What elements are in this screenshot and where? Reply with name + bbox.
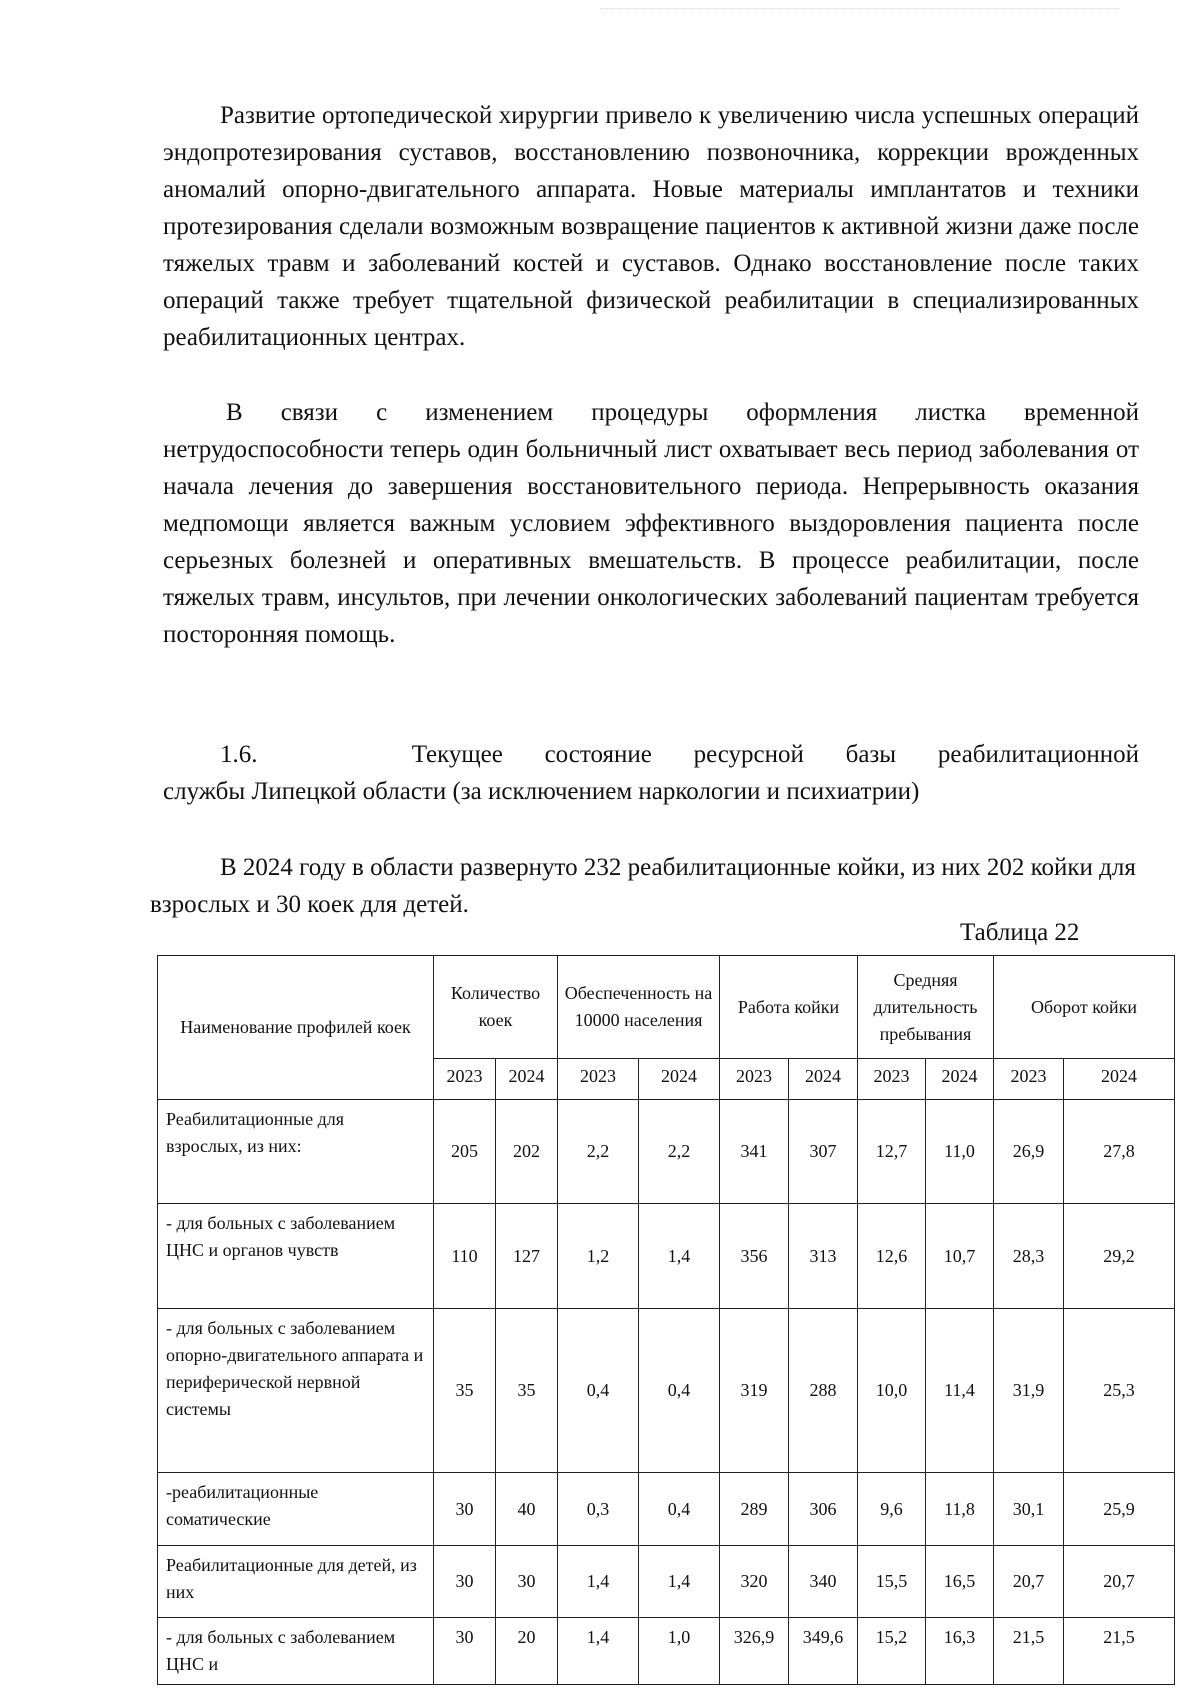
section-heading-line2: службы Липецкой области (за исключением наркологии и психиатрии) <box>163 778 920 805</box>
year-header: 2023 <box>558 1059 639 1100</box>
header-avg-stay: Средняя длительность пребывания <box>858 956 994 1059</box>
row-value-cell: 21,5 <box>1064 1618 1175 1685</box>
row-profile-name: Реабилитационные для детей, из них <box>158 1546 434 1618</box>
table-row <box>158 1546 1175 1618</box>
row-value-cell: 35 <box>496 1309 558 1473</box>
table-header-row <box>158 956 1175 1059</box>
header-provision: Обеспеченность на 10000 населения <box>558 956 720 1059</box>
row-value-cell: 320 <box>720 1546 789 1618</box>
row-value-cell: 16,3 <box>926 1618 994 1685</box>
row-value-cell: 319 <box>720 1309 789 1473</box>
row-value-cell: 313 <box>789 1204 858 1309</box>
section-number: 1.6. <box>220 741 258 768</box>
row-value-cell: 28,3 <box>994 1204 1064 1309</box>
row-value-cell: 40 <box>496 1473 558 1546</box>
row-value-cell: 288 <box>789 1309 858 1473</box>
table-row <box>158 1618 1175 1685</box>
row-value-cell: 205 <box>434 1100 496 1204</box>
row-value-cell: 340 <box>789 1546 858 1618</box>
row-value-cell: 30 <box>434 1618 496 1685</box>
row-profile-name: - для больных с заболеванием опорно-двигательного аппарата и периферической нервной системы <box>158 1309 434 1473</box>
row-value-cell: 289 <box>720 1473 789 1546</box>
paragraph-orthopedic-surgery: Развитие ортопедической хирургии привело к увеличению числа успешных операций эндопротезирования суставов, восстановлению позвоночника, коррекции врожденных аномалий опорно-двигательного аппарата. Новые материалы имплантатов и техники протезирования сделали возможным возвращение пациентов к активной жизни даже после тяжелых травм и заболеваний костей и суставов. Однако восстановление после таких операций также требует тщательной физической реабилитации в специализированных реабилитационных центрах. <box>163 102 1139 351</box>
row-value-cell: 11,4 <box>926 1309 994 1473</box>
row-profile-name: Реабилитационные для взрослых, из них: <box>158 1100 434 1204</box>
year-header: 2023 <box>720 1059 789 1100</box>
paragraph-sick-leave: В связи с изменением процедуры оформления листка временной нетрудоспособности теперь один больничный лист охватывает весь период заболевания от начала лечения до завершения восстановительного периода. Непрерывность оказания медпомощи является важным условием эффективного выздоровления пациента после серьезных болезней и оперативных вмешательств. В процессе реабилитации, после тяжелых травм, инсультов, при лечении онкологических заболеваний пациентам требуется посторонняя помощь. <box>163 399 1139 648</box>
row-value-cell: 29,2 <box>1064 1204 1175 1309</box>
row-value-cell: 27,8 <box>1064 1100 1175 1204</box>
row-profile-name: - для больных с заболеванием ЦНС и <box>158 1618 434 1685</box>
section-heading <box>163 736 1139 810</box>
row-value-cell: 9,6 <box>858 1473 926 1546</box>
row-profile-name: - для больных с заболеванием ЦНС и органов чувств <box>158 1204 434 1309</box>
row-value-cell: 110 <box>434 1204 496 1309</box>
table-row <box>158 1100 1175 1204</box>
row-value-cell: 127 <box>496 1204 558 1309</box>
row-value-cell: 21,5 <box>994 1618 1064 1685</box>
row-value-cell: 15,5 <box>858 1546 926 1618</box>
row-value-cell: 35 <box>434 1309 496 1473</box>
header-work: Работа койки <box>720 956 858 1059</box>
row-value-cell: 202 <box>496 1100 558 1204</box>
year-header: 2024 <box>789 1059 858 1100</box>
row-value-cell: 2,2 <box>639 1100 720 1204</box>
year-header: 2023 <box>994 1059 1064 1100</box>
row-value-cell: 1,2 <box>558 1204 639 1309</box>
row-value-cell: 11,8 <box>926 1473 994 1546</box>
section-heading-word: ресурсной <box>693 741 804 768</box>
row-value-cell: 1,4 <box>558 1618 639 1685</box>
section-heading-word: базы <box>845 741 897 768</box>
row-value-cell: 1,4 <box>558 1546 639 1618</box>
row-value-cell: 20,7 <box>1064 1546 1175 1618</box>
year-header: 2023 <box>858 1059 926 1100</box>
row-profile-name: -реабилитационные соматические <box>158 1473 434 1546</box>
table-row <box>158 1309 1175 1473</box>
row-value-cell: 2,2 <box>558 1100 639 1204</box>
row-value-cell: 1,4 <box>639 1546 720 1618</box>
row-value-cell: 326,9 <box>720 1618 789 1685</box>
row-value-cell: 307 <box>789 1100 858 1204</box>
year-header: 2024 <box>926 1059 994 1100</box>
row-value-cell: 0,4 <box>558 1309 639 1473</box>
row-value-cell: 0,3 <box>558 1473 639 1546</box>
year-header: 2024 <box>639 1059 720 1100</box>
year-header: 2024 <box>496 1059 558 1100</box>
row-value-cell: 341 <box>720 1100 789 1204</box>
header-name: Наименование профилей коек <box>158 956 434 1100</box>
row-value-cell: 0,4 <box>639 1309 720 1473</box>
row-value-cell: 12,7 <box>858 1100 926 1204</box>
section-heading-word: состояние <box>544 741 652 768</box>
row-value-cell: 30 <box>434 1546 496 1618</box>
row-value-cell: 31,9 <box>994 1309 1064 1473</box>
row-value-cell: 20,7 <box>994 1546 1064 1618</box>
section-heading-word: реабилитационной <box>937 741 1139 768</box>
row-value-cell: 20 <box>496 1618 558 1685</box>
row-value-cell: 11,0 <box>926 1100 994 1204</box>
table-row <box>158 1473 1175 1546</box>
year-header: 2023 <box>434 1059 496 1100</box>
row-value-cell: 30 <box>496 1546 558 1618</box>
header-turnover: Оборот койки <box>994 956 1175 1059</box>
scan-artifact-line <box>600 8 1120 9</box>
section-heading-word: Текущее <box>411 741 503 768</box>
row-value-cell: 30,1 <box>994 1473 1064 1546</box>
paragraph-beds-2024: В 2024 году в области развернуто 232 реабилитационные койки, из них 202 койки для взрослых и 30 коек для детей. <box>150 854 1136 918</box>
row-value-cell: 15,2 <box>858 1618 926 1685</box>
table-row <box>158 1204 1175 1309</box>
row-value-cell: 10,7 <box>926 1204 994 1309</box>
row-value-cell: 10,0 <box>858 1309 926 1473</box>
row-value-cell: 0,4 <box>639 1473 720 1546</box>
year-header: 2024 <box>1064 1059 1175 1100</box>
row-value-cell: 25,3 <box>1064 1309 1175 1473</box>
row-value-cell: 1,0 <box>639 1618 720 1685</box>
row-value-cell: 30 <box>434 1473 496 1546</box>
table-body <box>158 1100 1175 1685</box>
row-value-cell: 25,9 <box>1064 1473 1175 1546</box>
row-value-cell: 1,4 <box>639 1204 720 1309</box>
row-value-cell: 16,5 <box>926 1546 994 1618</box>
rehab-beds-table <box>157 955 1175 1685</box>
row-value-cell: 12,6 <box>858 1204 926 1309</box>
header-beds: Количество коек <box>434 956 558 1059</box>
table-caption: Таблица 22 <box>960 919 1080 946</box>
row-value-cell: 306 <box>789 1473 858 1546</box>
row-value-cell: 356 <box>720 1204 789 1309</box>
row-value-cell: 349,6 <box>789 1618 858 1685</box>
row-value-cell: 26,9 <box>994 1100 1064 1204</box>
